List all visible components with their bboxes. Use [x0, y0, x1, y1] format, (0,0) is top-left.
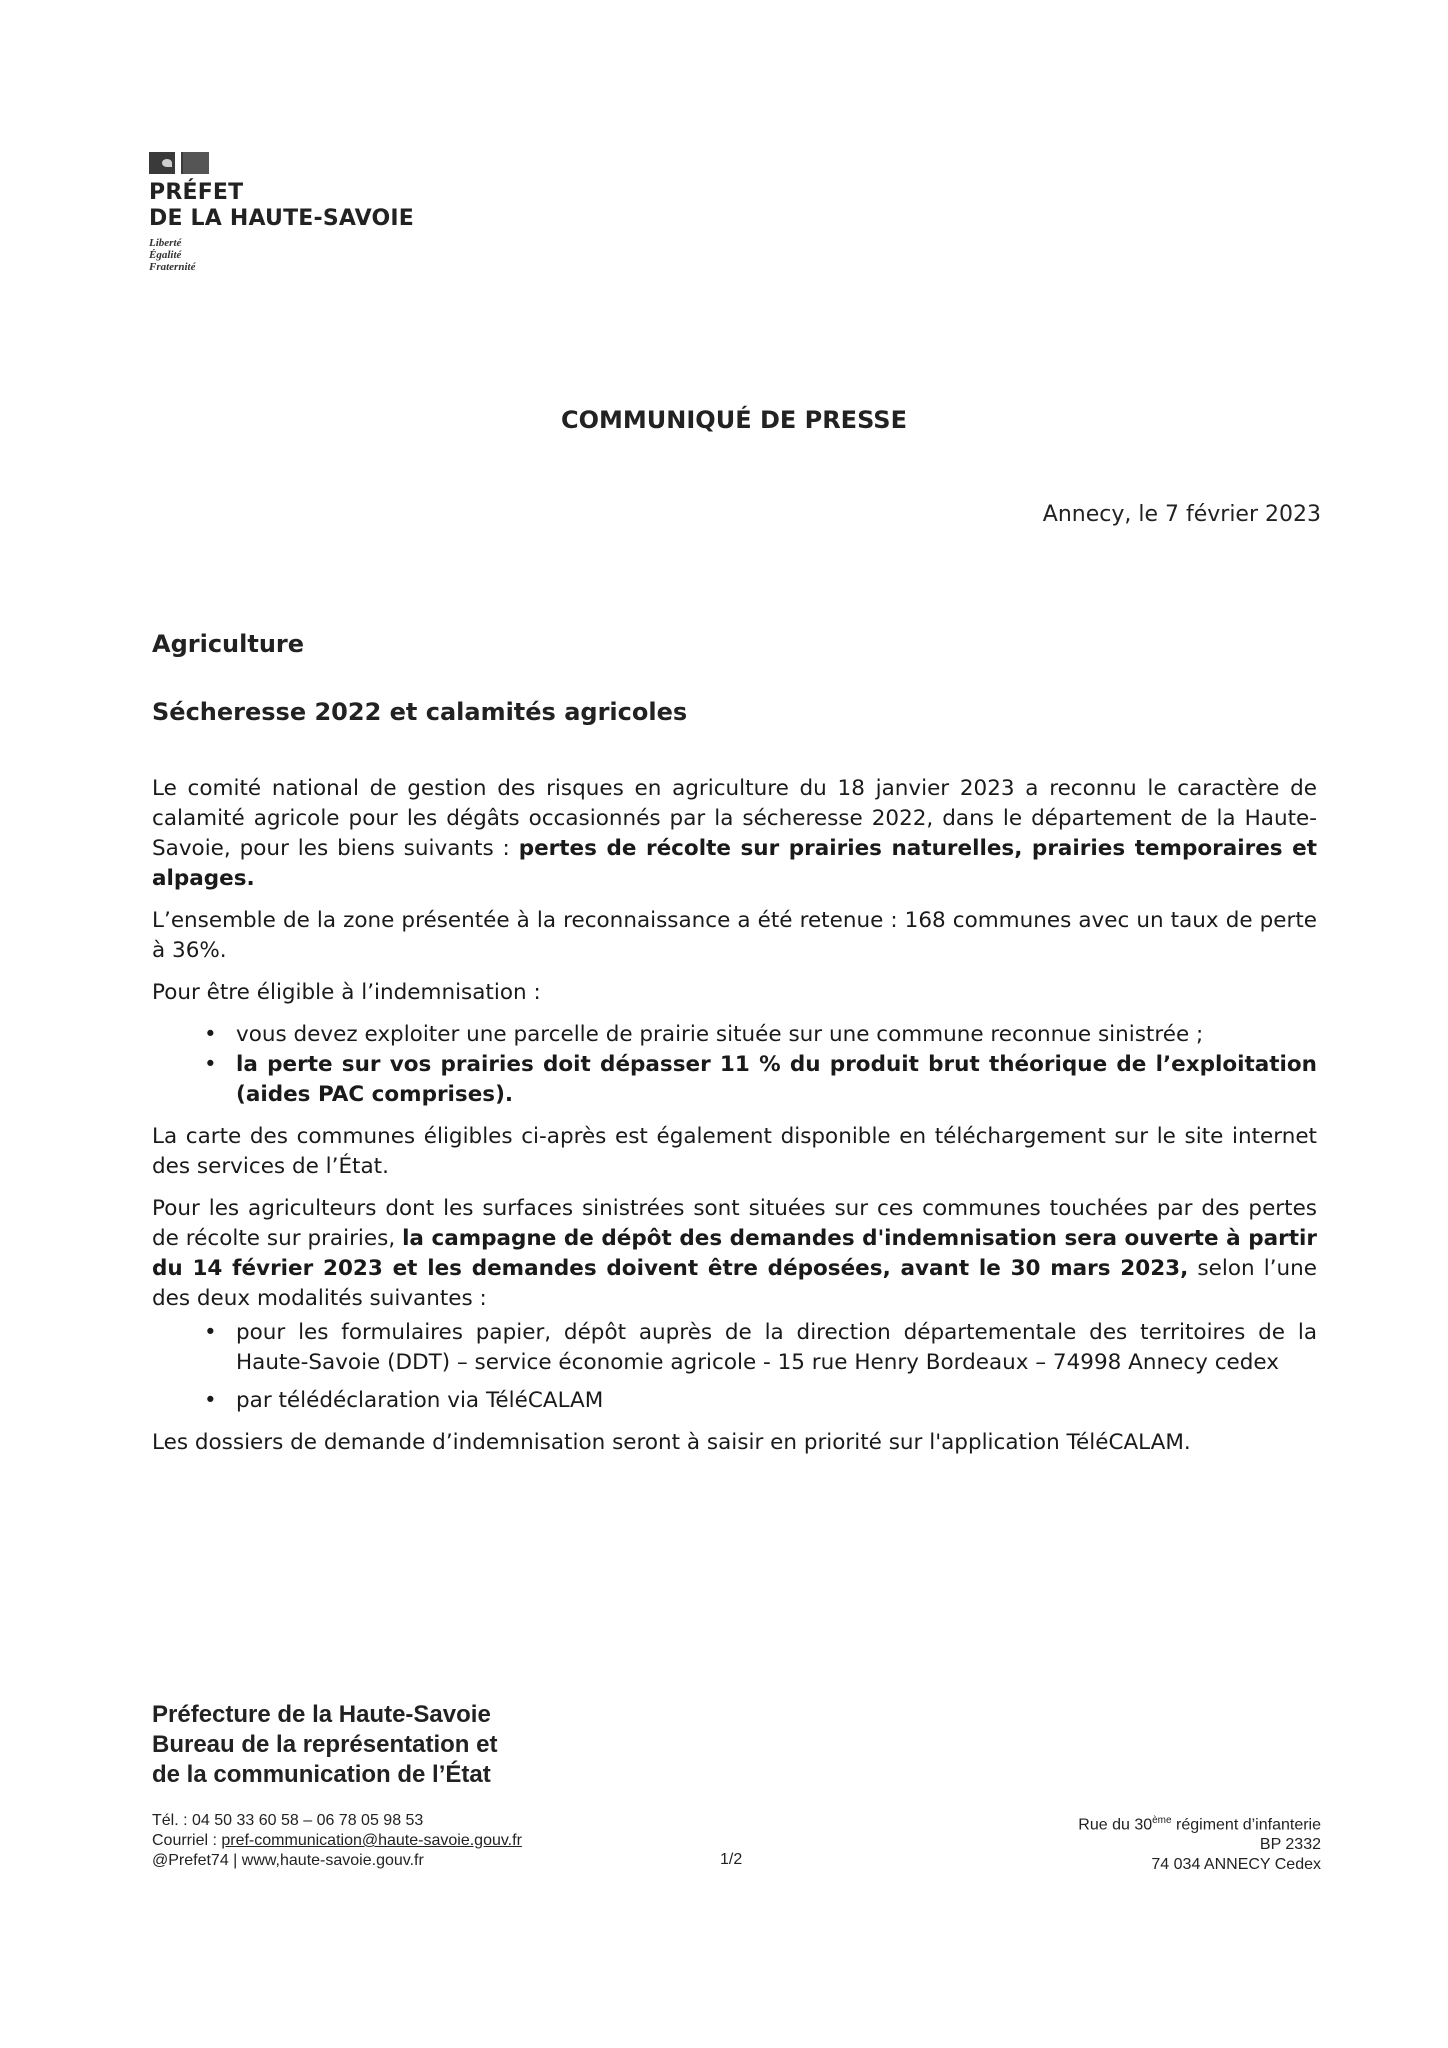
- email-link[interactable]: pref-communication@haute-savoie.gouv.fr: [221, 1832, 522, 1849]
- footer-address: [1078, 1811, 1321, 1875]
- paragraph-zone: L’ensemble de la zone présentée à la reconnaissance a été retenue : 168 communes avec un taux de perte à 36%.: [152, 908, 1317, 963]
- document-title: COMMUNIQUÉ DE PRESSE: [561, 406, 907, 434]
- paragraph-recognition: Le comité national de gestion des risques en agriculture du 18 janvier 2023 a reconnu le caractère de calamité agricole pour les dégâts occasionnés par la sécheresse 2022, dans le département de la Haute-Savoie, pour les biens suivants : pertes de récolte sur prairies naturelles, prairies temporaires et alpages.: [152, 776, 1317, 891]
- street-address: Rue du 30ème régiment d’infanterie: [1078, 1815, 1321, 1834]
- footer-organization: Préfecture de la Haute-Savoie Bureau de la représentation et de la communication de l’État: [152, 1701, 498, 1788]
- republic-motto: Liberté Égalité Fraternité: [149, 237, 196, 273]
- list-item: • pour les formulaires papier, dépôt auprès de la direction départementale des territoires de la Haute-Savoie (DDT) – service économie agricole - 15 rue Henry Bordeaux – 74998 Annecy cedex: [236, 1318, 1317, 1378]
- list-item: • par télédéclaration via TéléCALAM: [236, 1386, 1317, 1416]
- document-date: Annecy, le 7 février 2023: [1042, 502, 1321, 527]
- list-item: • la perte sur vos prairies doit dépasser 11 % du produit brut théorique de l’exploitation (aides PAC comprises).: [236, 1050, 1317, 1110]
- modalities-list: [152, 1318, 1317, 1416]
- footer-contact: [152, 1811, 522, 1871]
- page-number: 1/2: [720, 1851, 743, 1868]
- social-website: @Prefet74 | www,haute-savoie.gouv.fr: [152, 1852, 424, 1869]
- category-heading: Agriculture: [152, 630, 305, 658]
- phone-numbers: Tél. : 04 50 33 60 58 – 06 78 05 98 53: [152, 1812, 424, 1829]
- press-release-body: [152, 774, 1317, 1470]
- city: 74 034 ANNECY Cedex: [1151, 1856, 1321, 1874]
- logo-line-1: PRÉFET: [149, 180, 244, 205]
- prefet-logo: [149, 152, 414, 273]
- email-line: Courriel : pref-communication@haute-savoie.gouv.fr: [152, 1832, 522, 1849]
- eligibility-list: [152, 1020, 1317, 1110]
- postal-box: BP 2332: [1259, 1836, 1321, 1854]
- subject-heading: Sécheresse 2022 et calamités agricoles: [152, 698, 688, 726]
- paragraph-telecalam: Les dossiers de demande d’indemnisation seront à saisir en priorité sur l'application TéléCALAM.: [152, 1430, 1191, 1455]
- paragraph-campaign: Pour les agriculteurs dont les surfaces sinistrées sont situées sur ces communes touchées par des pertes de récolte sur prairies, la campagne de dépôt des demandes d'indemnisation sera ouverte à partir du 14 février 2023 et les demandes doivent être déposées, avant le 30 mars 2023, selon l’une des deux modalités suivantes :: [152, 1196, 1317, 1311]
- marianne-flag-icon: [149, 152, 414, 174]
- paragraph-map: La carte des communes éligibles ci-après est également disponible en téléchargement sur le site internet des services de l’État.: [152, 1124, 1317, 1179]
- list-item: • vous devez exploiter une parcelle de prairie située sur une commune reconnue sinistrée ;: [236, 1020, 1317, 1050]
- paragraph-eligibility-intro: Pour être éligible à l’indemnisation :: [152, 980, 541, 1005]
- logo-line-2: DE LA HAUTE-SAVOIE: [149, 206, 414, 231]
